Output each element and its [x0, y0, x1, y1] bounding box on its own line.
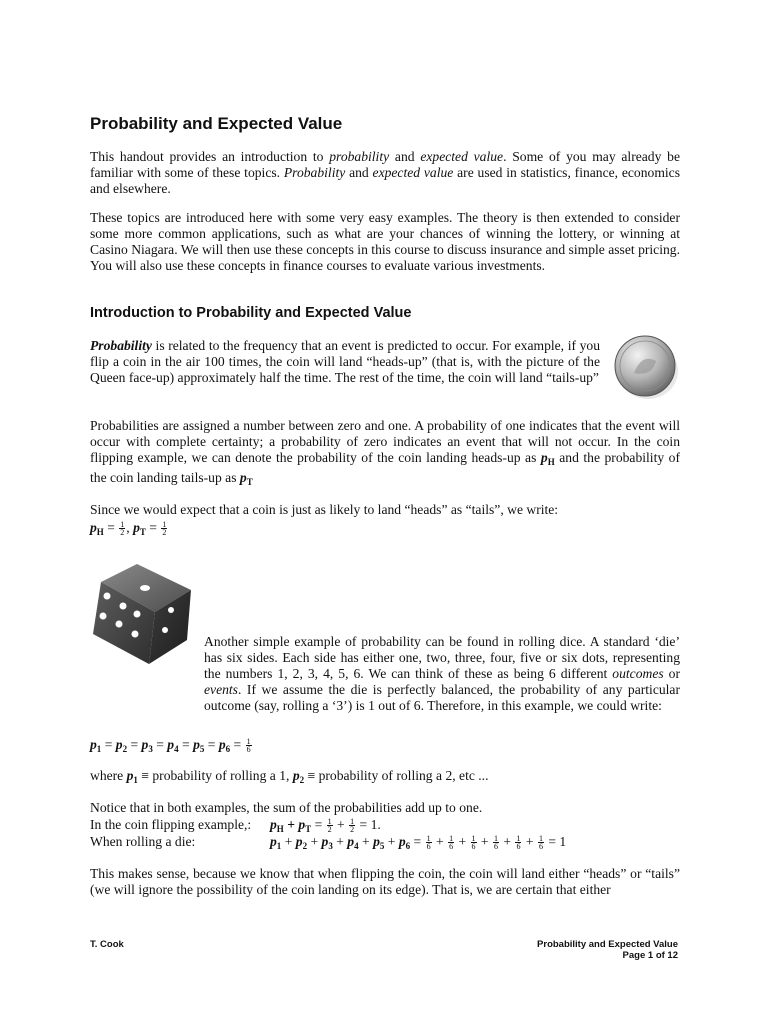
intro-paragraph: This handout provides an introduction to probability and expected value. Some of you may already be familiar with some of these topics. Probability and expected value are used in statistics, finance, economics and elsewhere.: [90, 149, 681, 196]
footer-doc-title: Probability and Expected Value: [537, 939, 678, 950]
coin-image: [612, 333, 680, 401]
assign-paragraph: Probabilities are assigned a number between zero and one. A probability of one indicates that the event will occur with complete certainty; a probability of zero indicates an event that will not occur. In the coin flipping example, we can denote the probability of the coin landing heads-up as $p_H$ and the probability of the coin landing tails-up as $p_T$: [90, 418, 680, 487]
where-line: where $p_1$ ≡ probability of rolling a 1, $p_2$ ≡ probability of rolling a 2, etc ...: [90, 768, 489, 785]
notice-line: Notice that in both examples, the sum of the probabilities add up to one.: [90, 800, 483, 815]
die-probability-equation: $p_1 = p_2 = p_3 = p_4 = p_5 = p_6$ = $\frac{1}{6}$: [90, 737, 251, 755]
probability-paragraph: Probability is related to the frequency that an event is predicted to occur. For example, if you flip a coin in the air 100 times, the coin will land “heads-up” (that is, with the picture of the Queen face-up) approximately half the time. The rest of the time, the coin will land “tails-up”: [90, 338, 600, 385]
section-heading: Introduction to Probability and Expected Value: [90, 305, 412, 321]
page-title: Probability and Expected Value: [90, 114, 343, 133]
coin-probability-equation: $p_H$ = $\frac{1}{2}$ , $p_T$ = $\frac{1}{2}$: [90, 520, 167, 538]
since-paragraph: Since we would expect that a coin is just as likely to land “heads” as “tails”, we write:: [90, 502, 559, 517]
die-sum-line: When rolling a die: $p_1 + p_2 + p_3 + p_4 + p_5 + p_6$ = $\frac{1}{6}$ + $\frac{1}{6}$ + $\frac{1}{6}$ + $\frac{1}{6}$ + $\frac{1}{6}$ + $\frac{1}{6}$ = 1: [90, 834, 567, 852]
closing-paragraph: This makes sense, because we know that when flipping the coin, the coin will land either “heads” or “tails” (we will ignore the possibility of the coin landing on its edge). That is, we are certain that either: [90, 866, 680, 897]
footer-author: T. Cook: [90, 939, 124, 950]
coin-sum-line: In the coin flipping example,: $p_H + p_T$ = $\frac{1}{2}$ + $\frac{1}{2}$ = 1.: [90, 817, 381, 835]
dice-image: [85, 560, 199, 668]
footer-right: [537, 939, 678, 961]
footer-page-number: Page 1 of 12: [622, 950, 678, 961]
topics-paragraph: These topics are introduced here with some very easy examples. The theory is then extended to consider some more common applications, such as what are your chances of winning the lottery, or winning at Casino Niagara. We will then use these concepts in this course to discuss insurance and simple asset pricing. You will also use these concepts in finance courses to evaluate various investments.: [90, 210, 680, 273]
dice-paragraph-top: Another simple example of probability can be found in rolling dice. A standard ‘die’ has six sides. Each side has either one, two, three, four, five or six dots, representing the numbers 1, 2, 3, 4, 5, 6. We can think of these as being 6 different outcomes or events. If we assume the die is perfectly balanced, the probability of any particular outcome (say, rolling a ‘3’) is 1 out of 6. Therefore, in this example, we could write:: [204, 634, 680, 713]
